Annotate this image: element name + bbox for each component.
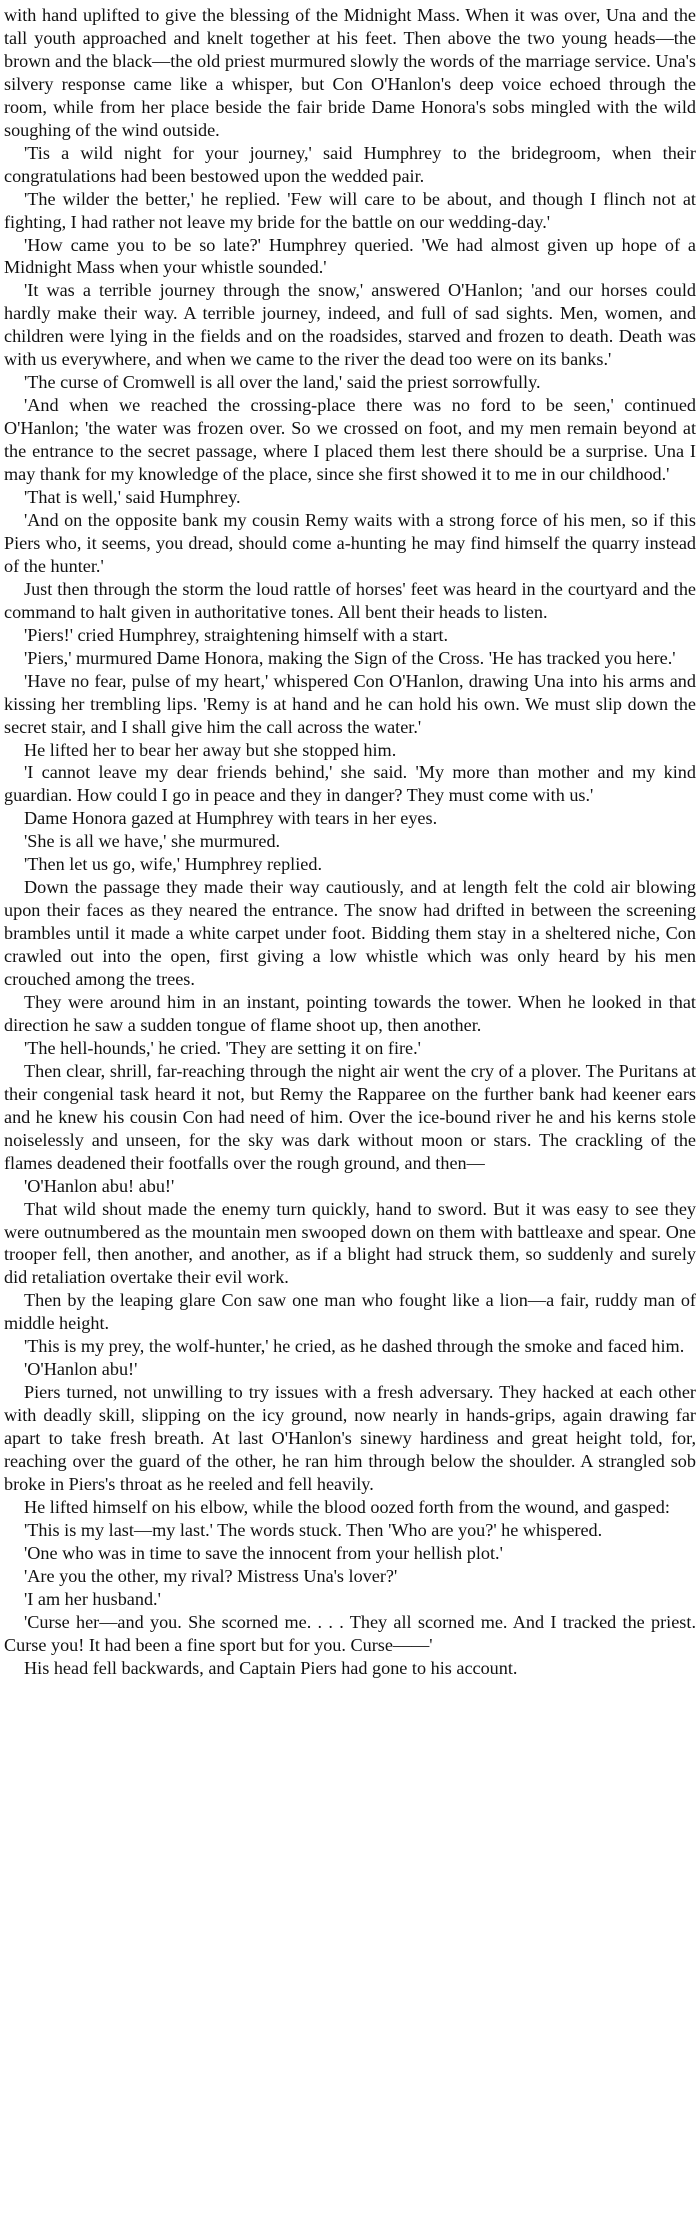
paragraph: 'Piers,' murmured Dame Honora, making the Sign of the Cross. 'He has tracked you here.' [24,647,676,668]
paragraph: 'I am her husband.' [24,1588,161,1609]
paragraph: 'And on the opposite bank my cousin Remy waits with a strong force of his men, so if this Piers who, it seems, you dread, should come a-hunting he may find himself the quarry instead of the hunter.' [4,509,696,576]
paragraph: 'She is all we have,' she murmured. [24,831,281,852]
paragraph: 'This is my last—my last.' The words stuck. Then 'Who are you?' he whispered. [24,1519,603,1540]
story-text [4,4,696,1680]
paragraph: That wild shout made the enemy turn quickly, hand to sword. But it was easy to see they were outnumbered as the mountain men swooped down on them with battleaxe and spear. One trooper fell, then another, and another, as if a blight had struck them, so suddenly and surely did retaliation overtake their evil work. [4,1198,696,1288]
paragraph: Then by the leaping glare Con saw one man who fought like a lion—a fair, ruddy man of middle height. [4,1290,696,1334]
paragraph: 'I cannot leave my dear friends behind,' she said. 'My more than mother and my kind guardian. How could I go in peace and they in danger? They must come with us.' [4,762,696,806]
paragraph: 'Then let us go, wife,' Humphrey replied. [24,854,322,875]
paragraph: 'Curse her—and you. She scorned me. . . . They all scorned me. And I tracked the priest. Curse you! It had been a fine sport but for you. Curse——' [4,1611,696,1655]
paragraph: They were around him in an instant, pointing towards the tower. When he looked in that direction he saw a sudden tongue of flame shoot up, then another. [4,991,696,1035]
paragraph: His head fell backwards, and Captain Piers had gone to his account. [24,1657,518,1678]
paragraph: 'How came you to be so late?' Humphrey queried. 'We had almost given up hope of a Midnight Mass when your whistle sounded.' [4,234,696,278]
paragraph: Piers turned, not unwilling to try issues with a fresh adversary. They hacked at each other with deadly skill, slipping on the icy ground, now nearly in hands-grips, again drawing far apart to take fresh breath. At last O'Hanlon's sinewy hardiness and great height told, for, reaching over the guard of the other, he ran him through below the shoulder. A strangled sob broke in Piers's throat as he reeled and fell heavily. [4,1382,696,1494]
paragraph: 'Tis a wild night for your journey,' said Humphrey to the bridegroom, when their congratulations had been bestowed upon the wedded pair. [4,142,696,186]
paragraph: Down the passage they made their way cautiously, and at length felt the cold air blowing upon their faces as they neared the entrance. The snow had drifted in between the screening brambles until it made a white carpet under foot. Bidding them stay in a sheltered niche, Con crawled out into the open, first giving a low whistle which was only heard by his men crouched among the trees. [4,877,696,990]
paragraph: Dame Honora gazed at Humphrey with tears in her eyes. [24,808,438,829]
paragraph: 'And when we reached the crossing-place there was no ford to be seen,' continued O'Hanlon; 'the water was frozen over. So we crossed on foot, and my men remain beyond at the entrance to the secret passage, where I placed them lest there should be a surprise. Una I may thank for my knowledge of the place, since she first showed it to me in our childhood.' [4,395,696,485]
paragraph: 'The curse of Cromwell is all over the land,' said the priest sorrowfully. [24,372,541,393]
paragraph: 'Are you the other, my rival? Mistress Una's lover?' [24,1565,398,1586]
paragraph: 'This is my prey, the wolf-hunter,' he cried, as he dashed through the smoke and faced him. [24,1336,685,1357]
paragraph: He lifted himself on his elbow, while the blood oozed forth from the wound, and gasped: [24,1496,670,1517]
paragraph: 'That is well,' said Humphrey. [24,487,241,508]
paragraph: 'The hell-hounds,' he cried. 'They are setting it on fire.' [24,1037,421,1058]
paragraph: Then clear, shrill, far-reaching through the night air went the cry of a plover. The Puritans at their congenial task heard it not, but Remy the Rapparee on the further bank had keener ears and he knew his cousin Con had need of him. Over the ice-bound river he and his kerns stole noiselessly and unseen, for the sky was dark without moon or stars. The crackling of the flames deadened their footfalls over the rough ground, and then— [4,1060,696,1173]
paragraph: He lifted her to bear her away but she stopped him. [24,739,397,760]
paragraph: 'Have no fear, pulse of my heart,' whispered Con O'Hanlon, drawing Una into his arms and kissing her trembling lips. 'Remy is at hand and he can hold his own. We must slip down the secret stair, and I shall give him the call across the water.' [4,670,696,737]
paragraph: 'Piers!' cried Humphrey, straightening himself with a start. [24,624,449,645]
paragraph: 'O'Hanlon abu!' [24,1359,138,1380]
paragraph: 'One who was in time to save the innocent from your hellish plot.' [24,1542,503,1563]
paragraph: 'The wilder the better,' he replied. 'Few will care to be about, and though I flinch not at fighting, I had rather not leave my bride for the battle on our wedding-day.' [4,188,696,232]
continued-paragraph: with hand uplifted to give the blessing of the Midnight Mass. When it was over, Una and the tall youth approached and knelt together at his feet. Then above the two young heads—the brown and the black—the old priest murmured slowly the words of the marriage service. Una's silvery response came like a whisper, but Con O'Hanlon's deep voice echoed through the room, while from her place beside the fair bride Dame Honora's sobs mingled with the wild soughing of the wind outside. [4,5,696,140]
paragraph: 'O'Hanlon abu! abu!' [24,1175,175,1196]
paragraph: Just then through the storm the loud rattle of horses' feet was heard in the courtyard and the command to halt given in authoritative tones. All bent their heads to listen. [4,578,696,622]
paragraph: 'It was a terrible journey through the snow,' answered O'Hanlon; 'and our horses could hardly make their way. A terrible journey, indeed, and full of sad sights. Men, women, and children were lying in the fields and on the roadsides, starved and frozen to death. Death was with us everywhere, and when we came to the river the dead too were on its banks.' [4,280,696,370]
